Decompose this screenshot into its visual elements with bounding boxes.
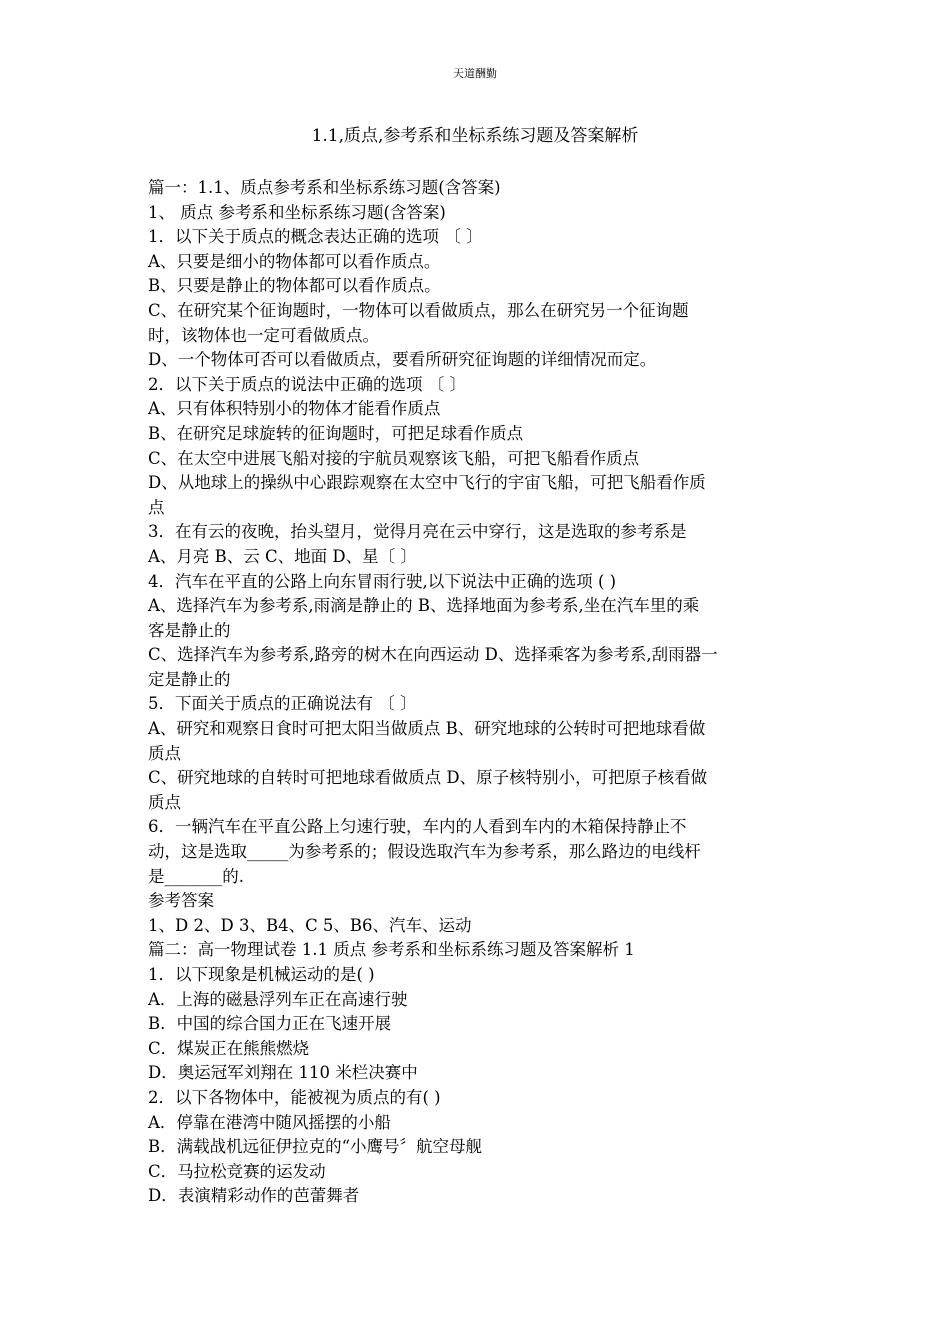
text-line: 参考答案: [148, 891, 214, 911]
text-line: A、只有体积特别小的物体才能看作质点: [148, 399, 441, 419]
text-line: A、研究和观察日食时可把太阳当做质点 B、研究地球的公转时可把地球看做: [148, 719, 706, 739]
text-line: B、只要是静止的物体都可以看作质点。: [148, 276, 441, 296]
text-line: 2．以下各物体中，能被视为质点的有( ): [148, 1087, 441, 1107]
document-body: [148, 176, 808, 1209]
text-line: 质点: [148, 743, 181, 763]
text-line: C、在太空中进展飞船对接的宇航员观察该飞船，可把飞船看作质点: [148, 448, 640, 468]
document-title: 1.1,质点,参考系和坐标系练习题及答案解析: [311, 126, 639, 146]
text-line: 动，这是选取_____为参考系的；假设选取汽车为参考系，那么路边的电线杆: [148, 842, 701, 862]
text-line: 是_______的.: [148, 866, 244, 886]
text-line: 时，该物体也一定可看做质点。: [148, 325, 379, 345]
page-header: 天道酬勤: [453, 67, 497, 80]
text-line: D．表演精彩动作的芭蕾舞者: [148, 1186, 360, 1206]
text-line: 1、D 2、D 3、B4、C 5、B6、汽车、运动: [148, 915, 472, 935]
text-line: D、从地球上的操纵中心跟踪观察在太空中飞行的宇宙飞船，可把飞船看作质: [148, 473, 706, 493]
text-line: 质点: [148, 792, 181, 812]
text-line: 篇二：高一物理试卷 1.1 质点 参考系和坐标系练习题及答案解析 1: [148, 940, 635, 960]
text-line: B、在研究足球旋转的征询题时，可把足球看作质点: [148, 423, 524, 443]
text-line: C、研究地球的自转时可把地球看做质点 D、原子核特别小，可把原子核看做: [148, 768, 708, 788]
text-line: 1．以下关于质点的概念表达正确的选项 〔 〕: [148, 227, 483, 247]
text-line: A、选择汽车为参考系,雨滴是静止的 B、选择地面为参考系,坐在汽车里的乘: [148, 596, 700, 616]
text-line: 点: [148, 497, 165, 517]
text-line: 定是静止的: [148, 669, 231, 689]
text-line: A．上海的磁悬浮列车正在高速行驶: [148, 989, 408, 1009]
text-line: 5．下面关于质点的正确说法有 〔 〕: [148, 694, 417, 714]
text-line: 1．以下现象是机械运动的是( ): [148, 965, 375, 984]
text-line: A．停靠在港湾中随风摇摆的小船: [148, 1112, 391, 1132]
text-line: 6．一辆汽车在平直公路上匀速行驶，车内的人看到车内的木箱保持静止不: [148, 817, 687, 837]
text-line: B．中国的综合国力正在飞速开展: [148, 1014, 392, 1034]
text-line: B．满载战机远征伊拉克的“小鹰号〞航空母舰: [148, 1137, 483, 1157]
text-line: 4．汽车在平直的公路上向东冒雨行驶,以下说法中正确的选项 ( ): [148, 571, 617, 591]
text-line: A、月亮 B、云 C、地面 D、星〔 〕: [148, 546, 417, 566]
text-line: 2．以下关于质点的说法中正确的选项 〔 〕: [148, 374, 466, 394]
text-line: C．马拉松竞赛的运发动: [148, 1161, 326, 1181]
text-line: C．煤炭正在熊熊燃烧: [148, 1038, 310, 1058]
text-line: C、在研究某个征询题时，一物体可以看做质点，那么在研究另一个征询题: [148, 300, 689, 320]
text-line: D．奥运冠军刘翔在 110 米栏决赛中: [148, 1063, 418, 1083]
text-line: A、只要是细小的物体都可以看作质点。: [148, 251, 441, 271]
text-line: 1、 质点 参考系和坐标系练习题(含答案): [148, 202, 446, 222]
text-line: D、一个物体可否可以看做质点，要看所研究征询题的详细情况而定。: [148, 350, 657, 370]
text-line: C、选择汽车为参考系,路旁的树木在向西运动 D、选择乘客为参考系,刮雨器一: [148, 645, 718, 665]
text-line: 篇一：1.1、质点参考系和坐标系练习题(含答案): [148, 178, 501, 197]
text-line: 3．在有云的夜晚，抬头望月，觉得月亮在云中穿行，这是选取的参考系是: [148, 522, 687, 542]
text-line: 客是静止的: [148, 620, 231, 640]
